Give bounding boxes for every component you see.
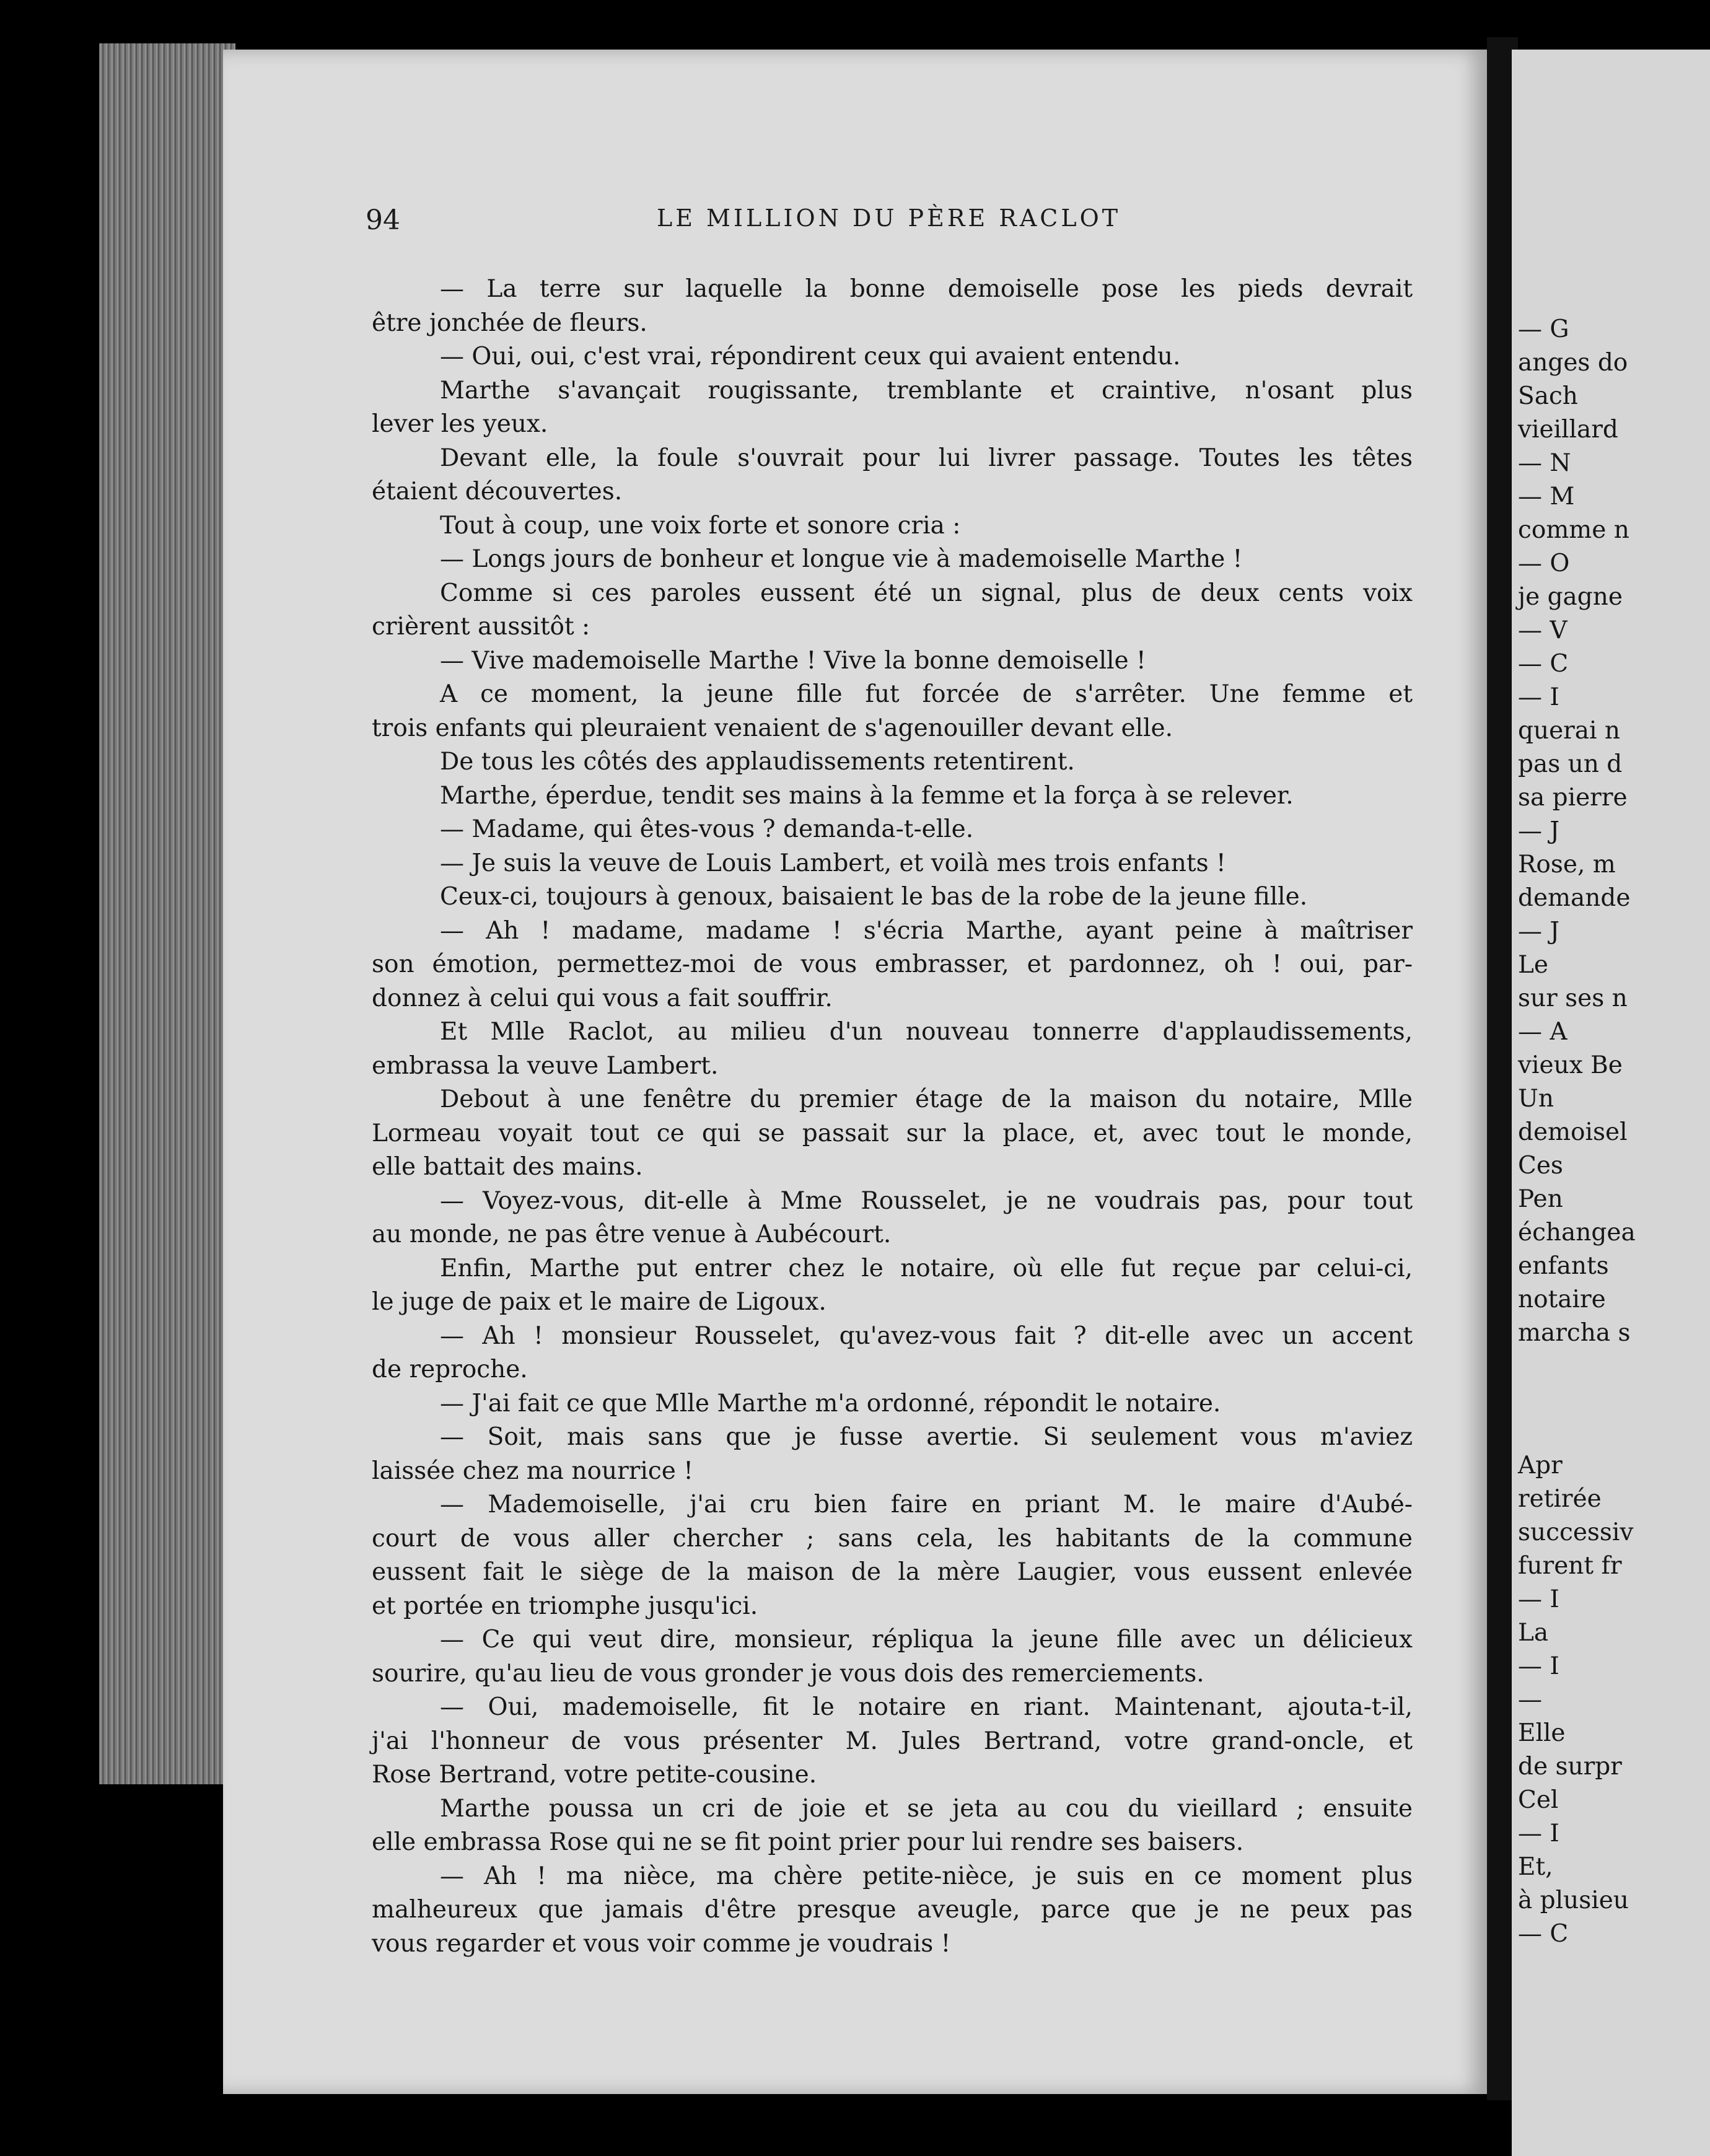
text-line: — Ce qui veut dire, monsieur, répliqua la jeune fille avec un délicieux: [440, 1626, 1413, 1654]
right-page-fragment: vieux Be: [1518, 1051, 1623, 1079]
right-page-fragment: enfants: [1518, 1252, 1609, 1280]
right-page-fragment: Et,: [1518, 1853, 1553, 1881]
text-line: De tous les côtés des applaudissements retentirent.: [440, 748, 1075, 776]
text-line: Comme si ces paroles eussent été un signal, plus de deux cents voix: [440, 579, 1413, 607]
right-page-fragment: demande: [1518, 884, 1631, 912]
right-page-fragment: La: [1518, 1619, 1549, 1647]
text-line: être jonchée de fleurs.: [372, 309, 647, 337]
text-line: crièrent aussitôt :: [372, 613, 590, 641]
text-line: — Longs jours de bonheur et longue vie à mademoiselle Marthe !: [440, 545, 1243, 573]
right-page-fragment: — M: [1518, 483, 1575, 511]
text-line: elle battait des mains.: [372, 1153, 643, 1181]
right-page: [1512, 50, 1710, 2156]
page-header: [366, 204, 1419, 248]
text-line: — Ah ! ma nièce, ma chère petite-nièce, je suis en ce moment plus: [440, 1862, 1413, 1890]
right-page-fragment: — O: [1518, 550, 1570, 577]
text-line: — Je suis la veuve de Louis Lambert, et voilà mes trois enfants !: [440, 849, 1226, 877]
right-page-fragment: — G: [1518, 315, 1569, 343]
right-page-fragment: retirée: [1518, 1485, 1602, 1513]
text-line: — Oui, mademoiselle, fit le notaire en riant. Maintenant, ajouta-t-il,: [440, 1693, 1413, 1721]
text-line: — Soit, mais sans que je fusse avertie. Si seulement vous m'aviez: [440, 1423, 1413, 1451]
right-page-fragment: — A: [1518, 1018, 1568, 1046]
right-page-fragment: marcha s: [1518, 1319, 1631, 1347]
right-page-fragment: Apr: [1518, 1452, 1563, 1479]
right-page-fragment: Sach: [1518, 382, 1578, 410]
right-page-fragment: vieillard: [1518, 416, 1618, 444]
text-line: de reproche.: [372, 1356, 528, 1383]
text-line: Marthe s'avançait rougissante, tremblante et craintive, n'osant plus: [440, 376, 1413, 405]
right-page-fragment: je gagne: [1518, 583, 1623, 611]
right-page-fragment: comme n: [1518, 516, 1629, 544]
text-line: Marthe poussa un cri de joie et se jeta au cou du vieillard ; ensuite: [440, 1794, 1413, 1823]
text-line: j'ai l'honneur de vous présenter M. Jules Bertrand, votre grand-oncle, et: [372, 1727, 1413, 1755]
right-page-fragment: — V: [1518, 616, 1568, 644]
right-page-fragment: — C: [1518, 1920, 1569, 1948]
text-line: Marthe, éperdue, tendit ses mains à la femme et la força à se relever.: [440, 781, 1294, 810]
text-line: — La terre sur laquelle la bonne demoiselle pose les pieds devrait: [440, 275, 1413, 303]
text-line: malheureux que jamais d'être presque aveugle, parce que je ne peux pas: [372, 1896, 1413, 1924]
right-page-fragment: sur ses n: [1518, 984, 1628, 1012]
text-line: sourire, qu'au lieu de vous gronder je vous dois des remerciements.: [372, 1659, 1204, 1688]
text-line: et portée en triomphe jusqu'ici.: [372, 1592, 758, 1620]
right-page-fragment: Un: [1518, 1085, 1554, 1113]
right-page-fragment: — I: [1518, 1585, 1559, 1613]
text-line: — Mademoiselle, j'ai cru bien faire en priant M. le maire d'Aubé-: [440, 1491, 1413, 1518]
text-line: au monde, ne pas être venue à Aubécourt.: [372, 1220, 892, 1248]
right-page-fragment: pas un d: [1518, 750, 1623, 778]
right-page-fragment: — I: [1518, 683, 1559, 711]
page-number: 94: [366, 204, 400, 236]
text-line: — J'ai fait ce que Mlle Marthe m'a ordonné, répondit le notaire.: [440, 1389, 1221, 1418]
text-line: Et Mlle Raclot, au milieu d'un nouveau tonnerre d'applaudissements,: [440, 1018, 1413, 1046]
text-line: Debout à une fenêtre du premier étage de la maison du notaire, Mlle: [440, 1085, 1413, 1113]
right-page-fragment: demoisel: [1518, 1118, 1628, 1146]
text-line: lever les yeux.: [372, 410, 548, 438]
right-page-fragment: Elle: [1518, 1719, 1566, 1747]
right-page-fragment: —: [1518, 1686, 1542, 1714]
right-page-fragment: Pen: [1518, 1185, 1563, 1213]
right-page-fragment: anges do: [1518, 349, 1628, 377]
text-line: — Voyez-vous, dit-elle à Mme Rousselet, je ne voudrais pas, pour tout: [440, 1186, 1413, 1215]
text-line: court de vous aller chercher ; sans cela, les habitants de la commune: [372, 1524, 1413, 1553]
right-page-fragment: furent fr: [1518, 1552, 1622, 1580]
right-page-fragment: — I: [1518, 1820, 1559, 1847]
right-page-fragment: échangea: [1518, 1219, 1636, 1247]
right-page-fragment: querai n: [1518, 717, 1621, 745]
text-line: embrassa la veuve Lambert.: [372, 1051, 719, 1080]
right-page-fragment: Rose, m: [1518, 851, 1616, 879]
text-line: Ceux-ci, toujours à genoux, baisaient le bas de la robe de la jeune fille.: [440, 883, 1308, 911]
right-page-fragment: — N: [1518, 449, 1571, 477]
right-page-text: [1518, 313, 1710, 1951]
right-page-fragment: Ces: [1518, 1152, 1563, 1180]
text-line: — Madame, qui êtes-vous ? demanda-t-elle.: [440, 815, 974, 843]
text-line: — Ah ! monsieur Rousselet, qu'avez-vous fait ? dit-elle avec un accent: [440, 1321, 1413, 1350]
text-line: — Ah ! madame, madame ! s'écria Marthe, ayant peine à maîtriser: [440, 916, 1413, 945]
right-page-fragment: — C: [1518, 650, 1569, 678]
text-line: eussent fait le siège de la maison de la mère Laugier, vous eussent enlevée: [372, 1558, 1413, 1586]
right-page-fragment: — J: [1518, 918, 1560, 945]
right-page-fragment: successiv: [1518, 1518, 1634, 1546]
text-line: Enfin, Marthe put entrer chez le notaire, où elle fut reçue par celui-ci,: [440, 1254, 1413, 1282]
right-page-fragment: de surpr: [1518, 1753, 1622, 1781]
right-page-fragment: notaire: [1518, 1286, 1606, 1313]
right-page-fragment: à plusieu: [1518, 1887, 1629, 1914]
right-page-fragment: — J: [1518, 817, 1560, 845]
text-line: étaient découvertes.: [372, 478, 623, 506]
text-line: Devant elle, la foule s'ouvrait pour lui livrer passage. Toutes les têtes: [440, 444, 1413, 472]
right-page-fragment: Le: [1518, 951, 1548, 979]
body-text: [372, 273, 1413, 1961]
right-page-fragment: Cel: [1518, 1786, 1559, 1814]
text-line: donnez à celui qui vous a fait souffrir.: [372, 984, 833, 1012]
text-line: vous regarder et vous voir comme je voudrais !: [372, 1929, 951, 1958]
text-line: elle embrassa Rose qui ne se fit point prier pour lui rendre ses baisers.: [372, 1828, 1244, 1856]
text-line: trois enfants qui pleuraient venaient de s'agenouiller devant elle.: [372, 714, 1173, 742]
text-line: laissée chez ma nourrice !: [372, 1457, 693, 1485]
right-page-fragment: sa pierre: [1518, 784, 1628, 812]
text-line: A ce moment, la jeune fille fut forcée de s'arrêter. Une femme et: [440, 680, 1413, 708]
text-line: — Vive mademoiselle Marthe ! Vive la bonne demoiselle !: [440, 646, 1146, 675]
text-line: le juge de paix et le maire de Ligoux.: [372, 1288, 826, 1316]
right-page-fragment: — I: [1518, 1652, 1559, 1680]
text-line: son émotion, permettez-moi de vous embrasser, et pardonnez, oh ! oui, par-: [372, 950, 1413, 978]
text-line: Lormeau voyait tout ce qui se passait sur la place, et, avec tout le monde,: [372, 1119, 1413, 1147]
text-line: — Oui, oui, c'est vrai, répondirent ceux qui avaient entendu.: [440, 343, 1181, 370]
text-line: Rose Bertrand, votre petite-cousine.: [372, 1761, 817, 1789]
book-page-edges: [99, 43, 235, 1784]
running-title: LE MILLION DU PÈRE RACLOT: [657, 204, 1121, 232]
text-line: Tout à coup, une voix forte et sonore cria :: [440, 511, 961, 540]
